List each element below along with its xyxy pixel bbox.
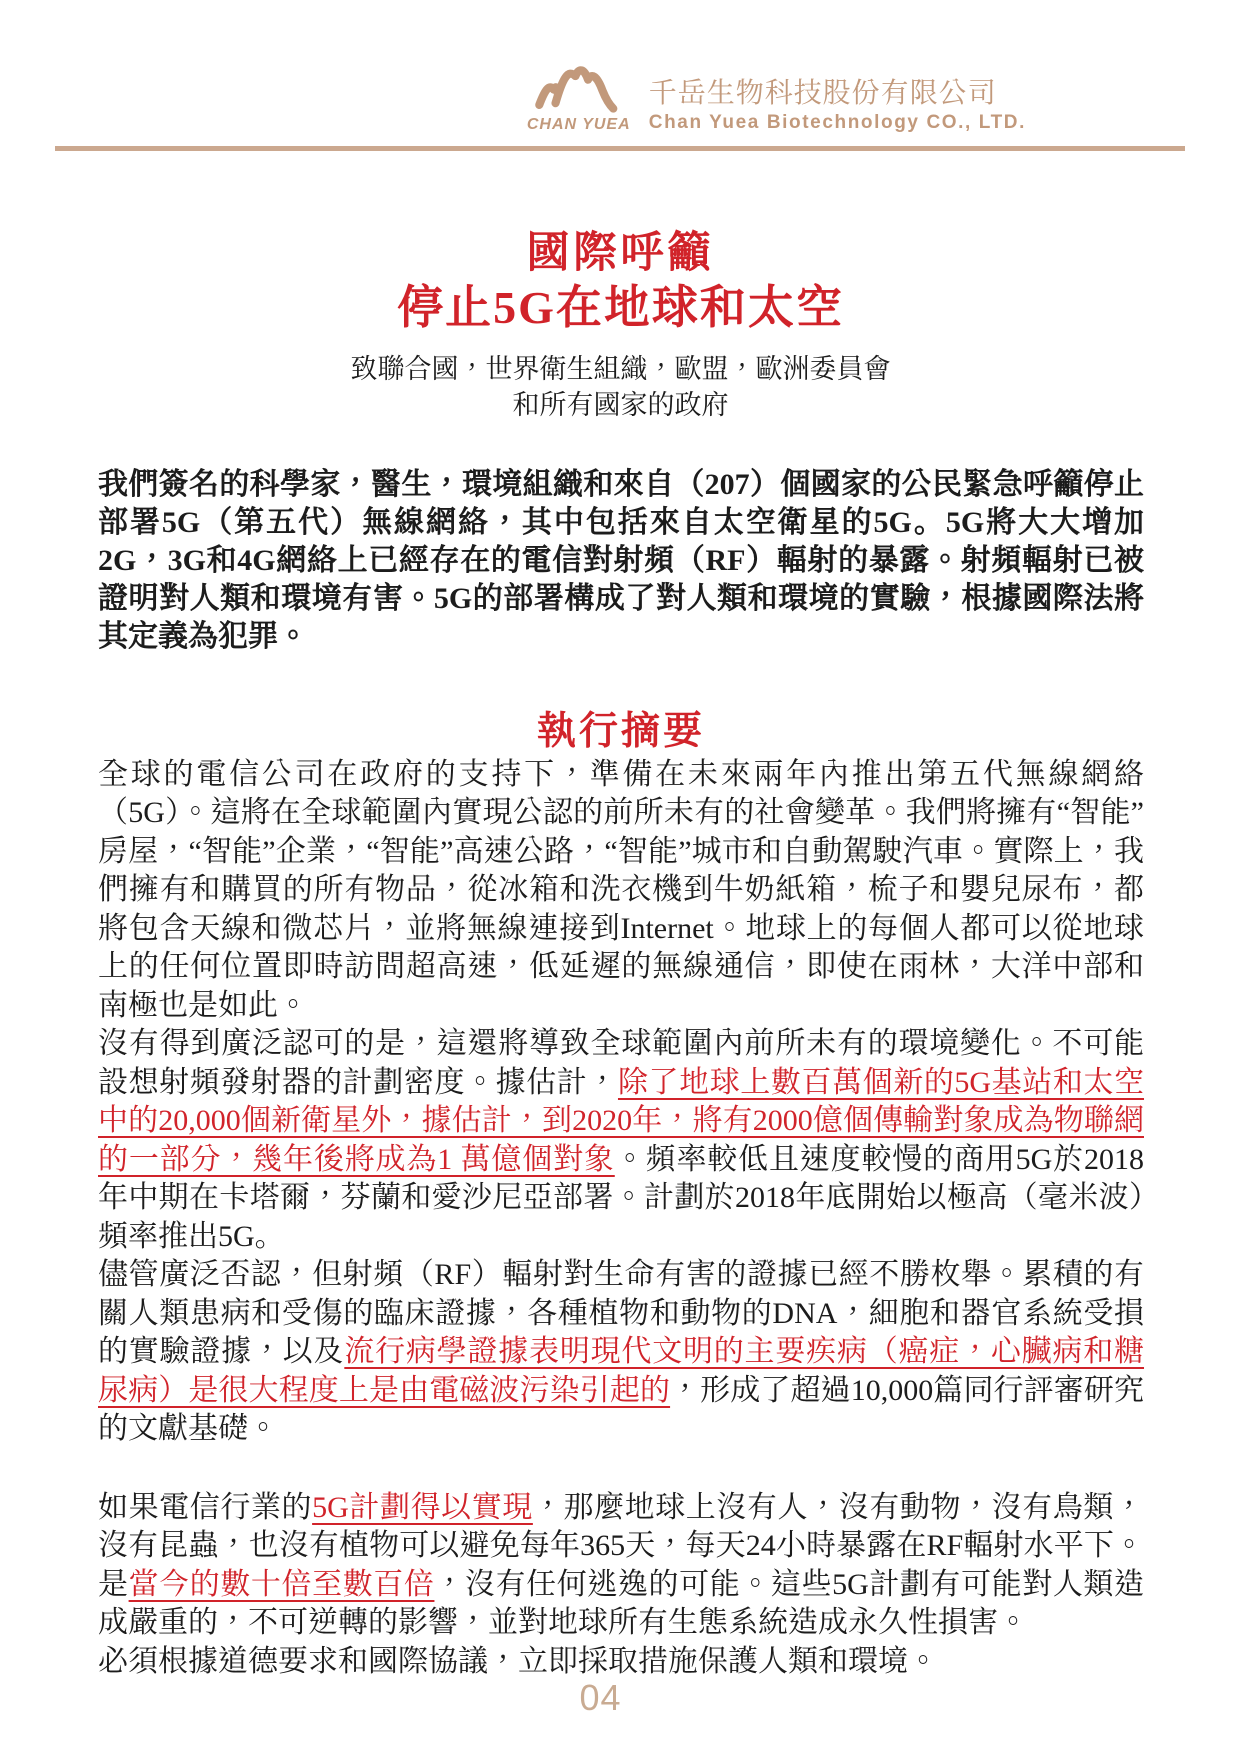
- logo-block: [527, 58, 631, 134]
- page-header: [0, 0, 1241, 152]
- body-paragraph: [98, 1489, 1144, 1643]
- document-title-line2: 停止5G在地球和太空: [397, 282, 844, 333]
- mountain-logo-icon: [533, 58, 625, 114]
- body-text: 如果電信行業的: [98, 1490, 313, 1524]
- document-title-line1: 國際呼籲: [526, 230, 715, 277]
- company-name-zh: 千岳生物科技股份有限公司: [648, 76, 997, 108]
- highlighted-text: 除了地球上數百萬個新的5G基站和太空中的20,000個新衛星外，據估計，到2020年，將有2000億個傳輸對象成為物聯網的一部分，幾年後將成為1 萬億個對象: [98, 1065, 1145, 1176]
- highlighted-text: 當今的數十倍至數百倍: [128, 1567, 435, 1601]
- body-text: 儘管廣泛否認，但射頻（RF）輻射對生命有害的證據已經不勝枚舉。累積的有關人類患病和受傷的臨床證據，各種植物和動物的DNA，細胞和器官系統受損的實驗證據，以及: [98, 1258, 1144, 1369]
- company-name-en: Chan Yuea Biotechnology CO., LTD.: [648, 112, 1026, 134]
- subtitle-line2: 和所有國家的政府: [512, 390, 729, 421]
- text-column: [98, 466, 1144, 1682]
- body-text: ，形成了超過10,000篇同行評審研究的文獻基礎。: [98, 1373, 1144, 1446]
- highlighted-text: 5G計劃得以實現: [312, 1490, 533, 1524]
- subtitle-line1: 致聯合國，世界衛生組織，歐盟，歐洲委員會: [350, 354, 891, 384]
- header-divider: [55, 146, 1185, 151]
- document-subtitle: [0, 351, 1241, 424]
- company-names: [649, 77, 1026, 134]
- body-text: 全球的電信公司在政府的支持下，準備在未來兩年內推出第五代無線網絡（5G）。這將在全球範圍內實現公認的前所未有的社會變革。我們將擁有“智能”房屋，“智能”企業，“智能”高速公路，“智能”城市和自動駕駛汽車。實際上，我們擁有和購買的所有物品，從冰箱和洗衣機到牛奶紙箱，梳子和嬰兒尿布，都將包含天線和微芯片，並將無線連接到Internet。地球上的每個人都可以從地球上的任何位置即時訪問超高速，低延遲的無線通信，即使在雨林，大洋中部和南極也是如此。: [98, 757, 1144, 1022]
- body-text: 必須根據道德要求和國際協議，立即採取措施保護人類和環境。: [98, 1644, 938, 1678]
- document-title: [0, 232, 1241, 331]
- company-logo: [527, 58, 1026, 134]
- body-text: 。頻率較低且速度較慢的商用5G於2018年中期在卡塔爾，芬蘭和愛沙尼亞部署。計劃於2018年底開始以極高（毫米波）頻率推出5G。: [98, 1142, 1145, 1253]
- intro-paragraph: 我們簽名的科學家，醫生，環境組織和來自（207）個國家的公民緊急呼籲停止部署5G（第五代）無線網絡，其中包括來自太空衛星的5G。5G將大大增加2G，3G和4G網絡上已經存在的電信對射頻（RF）輻射的暴露。射頻輻射已被證明對人類和環境有害。5G的部署構成了對人類和環境的實驗，根據國際法將其定義為犯罪。: [98, 467, 1144, 653]
- body-text: ，沒有任何逃逸的可能。這些5G計劃有可能對人類造成嚴重的，不可逆轉的影響，並對地球所有生態系統造成永久性損害。: [98, 1567, 1145, 1640]
- body-paragraph: [98, 756, 1144, 1026]
- document-body: [0, 232, 1241, 1681]
- body-text: ，那麼地球上沒有人，沒有動物，沒有鳥類，沒有昆蟲，也沒有植物可以避免每年365天，每天24小時暴露在RF輻射水平下。是: [98, 1490, 1145, 1601]
- page-number: 04: [579, 1677, 622, 1718]
- logo-wordmark: CHAN YUEA: [526, 116, 631, 133]
- highlighted-text: 流行病學證據表明現代文明的主要疾病（癌症，心臟病和糖尿病）是很大程度上是由電磁波污染引起的: [98, 1335, 1145, 1407]
- body-text: 沒有得到廣泛認可的是，這還將導致全球範圍內前所未有的環境變化。不可能設想射頻發射器的計劃密度。據估計，: [98, 1027, 1144, 1099]
- body-paragraph: [98, 1643, 1144, 1682]
- section-heading: 執行摘要: [536, 709, 705, 753]
- body-paragraph: [98, 1256, 1144, 1449]
- body-paragraph: [98, 1025, 1144, 1256]
